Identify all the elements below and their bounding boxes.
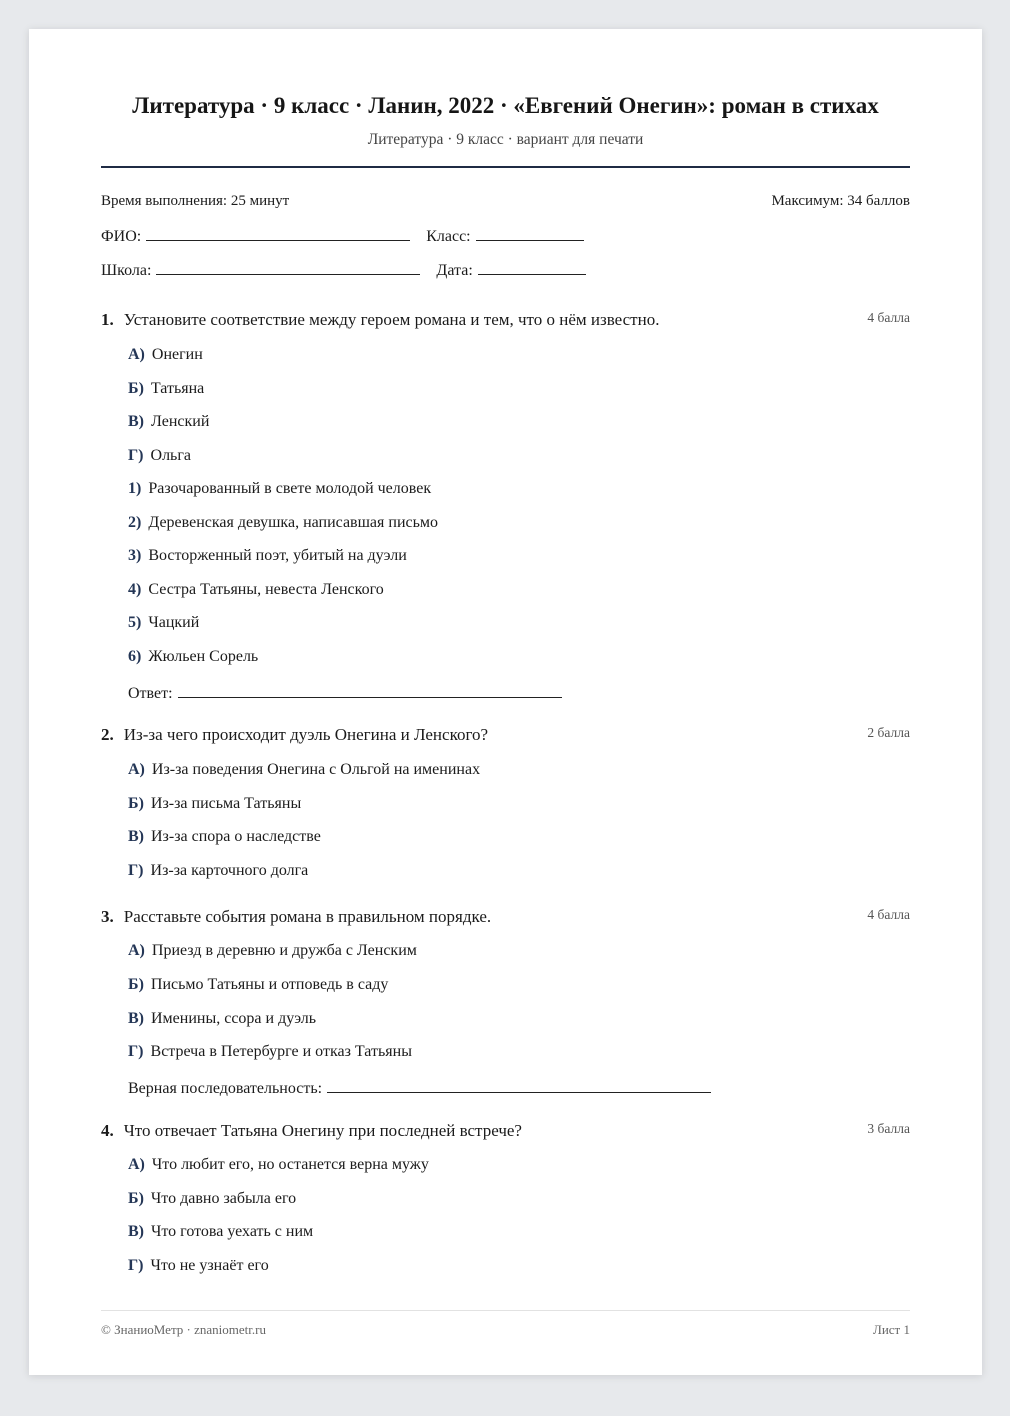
option-key: Г) — [128, 862, 144, 879]
option-item — [128, 1010, 316, 1028]
question-points: 2 балла — [867, 725, 910, 740]
question-text — [101, 907, 910, 927]
option-text: Из-за спора о наследстве — [151, 828, 321, 845]
option-text: Встреча в Петербурге и отказ Татьяны — [150, 1043, 412, 1060]
question-prompt: Что отвечает Татьяна Онегину при последней встрече? — [123, 1121, 522, 1140]
option-key: 1) — [128, 480, 142, 497]
option-item — [128, 648, 258, 666]
question-prompt: Установите соответствие между героем романа и тем, что о нём известно. — [123, 310, 660, 329]
date-input-line[interactable] — [478, 259, 586, 275]
option-item — [128, 1156, 429, 1174]
option-item — [128, 828, 321, 846]
option-text: Именины, ссора и дуэль — [151, 1010, 317, 1027]
option-item — [128, 862, 308, 880]
option-key: 5) — [128, 614, 142, 631]
field-row-fio — [101, 225, 910, 246]
option-key: Г) — [128, 1257, 144, 1274]
option-key: А) — [128, 346, 145, 363]
option-text: Сестра Татьяны, невеста Ленского — [148, 581, 384, 598]
class-input-line[interactable] — [476, 225, 584, 241]
option-item — [128, 1257, 269, 1275]
option-text: Из-за поведения Онегина с Ольгой на именинах — [151, 761, 481, 778]
option-key: Б) — [128, 976, 144, 993]
page-subtitle: Литература · 9 класс · вариант для печати — [367, 131, 644, 148]
question-number: 2. — [101, 725, 114, 744]
option-text: Что любит его, но останется верна мужу — [151, 1156, 429, 1173]
time-limit: Время выполнения: 25 минут — [101, 193, 290, 209]
option-text: Приезд в деревню и дружба с Ленским — [151, 942, 417, 959]
option-item — [128, 761, 480, 779]
footer-sheet-number: Лист 1 — [873, 1322, 910, 1337]
question-3 — [101, 907, 910, 1097]
option-text: Из-за письма Татьяны — [150, 795, 302, 812]
school-input-line[interactable] — [156, 259, 420, 275]
class-label: Класс: — [426, 228, 471, 245]
option-item — [128, 547, 407, 565]
question-points: 4 балла — [867, 907, 910, 922]
option-item — [128, 614, 199, 632]
option-item — [128, 1190, 296, 1208]
option-item — [128, 1223, 313, 1241]
answer-label: Верная последовательность: — [128, 1080, 323, 1097]
option-item — [128, 1043, 412, 1061]
option-key: В) — [128, 1223, 144, 1240]
option-key: Б) — [128, 380, 144, 397]
question-prompt: Из-за чего происходит дуэль Онегина и Ленского? — [123, 725, 489, 744]
option-key: Б) — [128, 1190, 144, 1207]
option-key: А) — [128, 942, 145, 959]
option-text: Ленский — [151, 413, 210, 430]
footer-divider — [101, 1310, 910, 1311]
option-text: Жюльен Сорель — [148, 648, 259, 665]
option-text: Онегин — [151, 346, 203, 363]
fio-input-line[interactable] — [146, 225, 410, 241]
page-title: Литература · 9 класс · Ланин, 2022 · «Евгений Онегин»: роман в стихах — [132, 93, 879, 118]
option-text: Восторженный поэт, убитый на дуэли — [148, 547, 407, 564]
question-points: 3 балла — [867, 1121, 910, 1136]
option-item — [128, 795, 301, 813]
option-key: 6) — [128, 648, 142, 665]
answer-input-line[interactable] — [327, 1077, 711, 1093]
option-text: Что давно забыла его — [150, 1190, 297, 1207]
option-text: Из-за карточного долга — [150, 862, 309, 879]
question-points: 4 балла — [867, 310, 910, 325]
option-item — [128, 480, 431, 498]
option-text: Деревенская девушка, написавшая письмо — [148, 514, 439, 531]
answer-input-line[interactable] — [178, 682, 562, 698]
option-item — [128, 942, 417, 960]
option-key: 4) — [128, 581, 142, 598]
footer-copyright: © ЗнаниоМетр · znaniometr.ru — [101, 1322, 266, 1337]
field-row-school — [101, 259, 910, 280]
header-divider — [101, 166, 910, 168]
option-text: Письмо Татьяны и отповедь в саду — [150, 976, 389, 993]
answer-row — [128, 682, 562, 703]
question-number: 3. — [101, 907, 114, 926]
option-item — [128, 346, 203, 364]
option-item — [128, 380, 204, 398]
option-item — [128, 514, 438, 532]
answer-row — [128, 1077, 711, 1098]
option-key: 2) — [128, 514, 142, 531]
option-item — [128, 581, 384, 599]
page-content — [101, 29, 910, 1375]
fio-label: ФИО: — [101, 228, 142, 245]
option-key: В) — [128, 1010, 144, 1027]
worksheet-page — [29, 29, 982, 1375]
question-number: 1. — [101, 310, 114, 329]
question-4 — [101, 1121, 910, 1274]
option-key: В) — [128, 413, 144, 430]
school-label: Школа: — [101, 262, 152, 279]
option-text: Чацкий — [148, 614, 200, 631]
option-text: Разочарованный в свете молодой человек — [148, 480, 432, 497]
date-label: Дата: — [436, 262, 473, 279]
question-prompt: Расставьте события романа в правильном порядке. — [123, 907, 492, 926]
option-key: А) — [128, 761, 145, 778]
question-text — [101, 1121, 910, 1141]
question-2 — [101, 725, 910, 879]
max-score: Максимум: 34 баллов — [771, 193, 910, 209]
option-text: Что не узнаёт его — [150, 1257, 269, 1274]
option-key: Г) — [128, 447, 144, 464]
question-number: 4. — [101, 1121, 114, 1140]
option-text: Что готова уехать с ним — [151, 1223, 314, 1240]
option-item — [128, 447, 191, 465]
option-key: А) — [128, 1156, 145, 1173]
option-item — [128, 413, 209, 431]
option-text: Татьяна — [150, 380, 205, 397]
answer-label: Ответ: — [128, 685, 173, 702]
option-text: Ольга — [150, 447, 192, 464]
option-key: В) — [128, 828, 144, 845]
option-key: Г) — [128, 1043, 144, 1060]
option-key: Б) — [128, 795, 144, 812]
option-key: 3) — [128, 547, 142, 564]
question-1 — [101, 310, 910, 702]
question-text — [101, 725, 910, 745]
option-item — [128, 976, 388, 994]
question-text — [101, 310, 910, 330]
